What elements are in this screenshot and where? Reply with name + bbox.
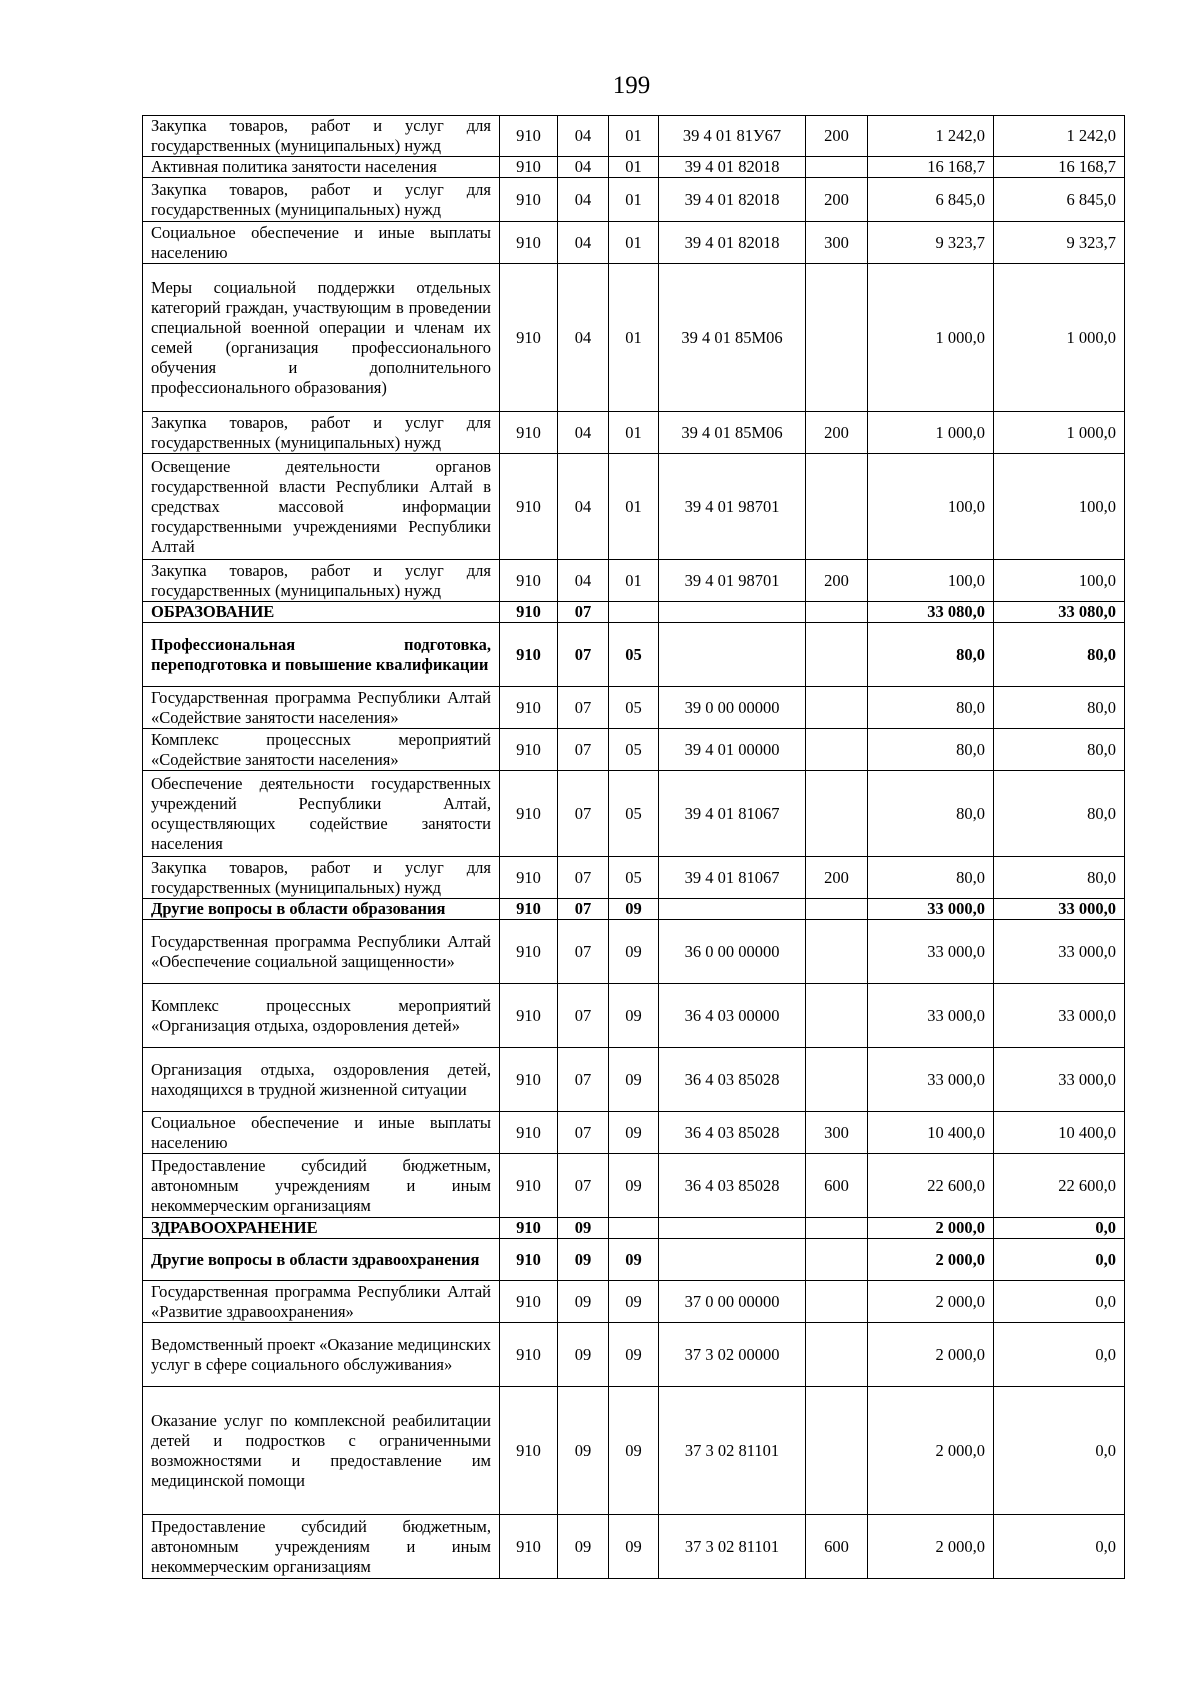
section-code-cell: 04 (558, 264, 609, 412)
table-row (143, 1323, 1125, 1387)
subsection-code-cell: 01 (609, 157, 659, 178)
subsection-code-cell: 05 (609, 623, 659, 687)
section-code-cell: 04 (558, 178, 609, 222)
table-row (143, 412, 1125, 454)
grbs-code-cell: 910 (500, 920, 558, 984)
section-code-cell: 07 (558, 687, 609, 729)
amount-year1-cell: 2 000,0 (868, 1323, 994, 1387)
row-name-cell: ЗДРАВООХРАНЕНИЕ (143, 1218, 500, 1239)
amount-year1-cell: 33 080,0 (868, 602, 994, 623)
section-code-cell: 07 (558, 729, 609, 771)
expense-type-cell (806, 1387, 868, 1515)
expense-type-cell: 200 (806, 116, 868, 157)
section-code-cell: 07 (558, 602, 609, 623)
section-code-cell: 07 (558, 1048, 609, 1112)
row-name-cell: Меры социальной поддержки отдельных категорий граждан, участвующим в проведении специальной военной операции и членам их семей (организация профессионального обучения и дополнительного профессионального образования) (143, 264, 500, 412)
subsection-code-cell: 01 (609, 454, 659, 560)
amount-year2-cell: 33 000,0 (994, 1048, 1125, 1112)
row-name-cell: Закупка товаров, работ и услуг для государственных (муниципальных) нужд (143, 412, 500, 454)
amount-year2-cell: 33 000,0 (994, 984, 1125, 1048)
amount-year2-cell: 1 000,0 (994, 412, 1125, 454)
row-name-cell: Комплекс процессных мероприятий «Организация отдыха, оздоровления детей» (143, 984, 500, 1048)
table-row (143, 222, 1125, 264)
section-code-cell: 04 (558, 412, 609, 454)
subsection-code-cell: 01 (609, 116, 659, 157)
target-article-cell: 37 0 00 00000 (659, 1281, 806, 1323)
table-row (143, 1281, 1125, 1323)
subsection-code-cell: 09 (609, 1387, 659, 1515)
target-article-cell: 39 4 01 81067 (659, 771, 806, 857)
budget-table (142, 115, 1125, 1579)
amount-year1-cell: 80,0 (868, 623, 994, 687)
expense-type-cell (806, 1048, 868, 1112)
grbs-code-cell: 910 (500, 1323, 558, 1387)
grbs-code-cell: 910 (500, 157, 558, 178)
expense-type-cell (806, 899, 868, 920)
subsection-code-cell: 09 (609, 1154, 659, 1218)
page-number: 199 (612, 72, 651, 99)
subsection-code-cell: 09 (609, 1281, 659, 1323)
row-name-cell: Другие вопросы в области здравоохранения (143, 1239, 500, 1281)
subsection-code-cell: 01 (609, 178, 659, 222)
target-article-cell (659, 623, 806, 687)
row-name-cell: Закупка товаров, работ и услуг для государственных (муниципальных) нужд (143, 178, 500, 222)
target-article-cell: 39 4 01 85М06 (659, 264, 806, 412)
grbs-code-cell: 910 (500, 264, 558, 412)
grbs-code-cell: 910 (500, 412, 558, 454)
table-row (143, 264, 1125, 412)
expense-type-cell (806, 920, 868, 984)
subsection-code-cell: 01 (609, 560, 659, 602)
subsection-code-cell: 09 (609, 1112, 659, 1154)
section-code-cell: 07 (558, 1154, 609, 1218)
target-article-cell: 39 4 01 98701 (659, 454, 806, 560)
table-row (143, 857, 1125, 899)
target-article-cell (659, 899, 806, 920)
row-name-cell: Предоставление субсидий бюджетным, автономным учреждениям и иным некоммерческим организациям (143, 1515, 500, 1579)
row-name-cell: Ведомственный проект «Оказание медицинских услуг в сфере социального обслуживания» (143, 1323, 500, 1387)
row-name-cell: Организация отдыха, оздоровления детей, находящихся в трудной жизненной ситуации (143, 1048, 500, 1112)
amount-year1-cell: 80,0 (868, 687, 994, 729)
table-row (143, 1112, 1125, 1154)
amount-year1-cell: 100,0 (868, 560, 994, 602)
amount-year2-cell: 22 600,0 (994, 1154, 1125, 1218)
subsection-code-cell (609, 1218, 659, 1239)
row-name-cell: Обеспечение деятельности государственных учреждений Республики Алтай, осуществляющих содействие занятости населения (143, 771, 500, 857)
amount-year1-cell: 33 000,0 (868, 984, 994, 1048)
amount-year1-cell: 10 400,0 (868, 1112, 994, 1154)
target-article-cell (659, 1218, 806, 1239)
subsection-code-cell: 05 (609, 729, 659, 771)
amount-year1-cell: 33 000,0 (868, 1048, 994, 1112)
subsection-code-cell: 05 (609, 771, 659, 857)
subsection-code-cell: 09 (609, 899, 659, 920)
subsection-code-cell: 09 (609, 1048, 659, 1112)
section-code-cell: 07 (558, 899, 609, 920)
grbs-code-cell: 910 (500, 729, 558, 771)
amount-year1-cell: 6 845,0 (868, 178, 994, 222)
section-code-cell: 04 (558, 222, 609, 264)
section-code-cell: 09 (558, 1515, 609, 1579)
target-article-cell: 36 4 03 85028 (659, 1154, 806, 1218)
subsection-code-cell (609, 602, 659, 623)
expense-type-cell: 300 (806, 222, 868, 264)
amount-year2-cell: 1 000,0 (994, 264, 1125, 412)
grbs-code-cell: 910 (500, 899, 558, 920)
amount-year2-cell: 16 168,7 (994, 157, 1125, 178)
grbs-code-cell: 910 (500, 1281, 558, 1323)
amount-year1-cell: 22 600,0 (868, 1154, 994, 1218)
amount-year1-cell: 100,0 (868, 454, 994, 560)
expense-type-cell (806, 454, 868, 560)
expense-type-cell: 200 (806, 560, 868, 602)
amount-year1-cell: 1 242,0 (868, 116, 994, 157)
section-code-cell: 09 (558, 1281, 609, 1323)
target-article-cell (659, 602, 806, 623)
table-row (143, 178, 1125, 222)
amount-year1-cell: 80,0 (868, 857, 994, 899)
section-code-cell: 09 (558, 1239, 609, 1281)
grbs-code-cell: 910 (500, 454, 558, 560)
grbs-code-cell: 910 (500, 1112, 558, 1154)
grbs-code-cell: 910 (500, 602, 558, 623)
subsection-code-cell: 09 (609, 1515, 659, 1579)
amount-year1-cell: 1 000,0 (868, 412, 994, 454)
row-name-cell: Государственная программа Республики Алтай «Обеспечение социальной защищенности» (143, 920, 500, 984)
target-article-cell: 36 4 03 85028 (659, 1112, 806, 1154)
expense-type-cell (806, 984, 868, 1048)
amount-year1-cell: 1 000,0 (868, 264, 994, 412)
amount-year2-cell: 100,0 (994, 560, 1125, 602)
section-code-cell: 09 (558, 1387, 609, 1515)
table-row (143, 920, 1125, 984)
amount-year1-cell: 2 000,0 (868, 1239, 994, 1281)
grbs-code-cell: 910 (500, 178, 558, 222)
row-name-cell: Оказание услуг по комплексной реабилитации детей и подростков с ограниченными возможностями и предоставление им медицинской помощи (143, 1387, 500, 1515)
section-code-cell: 04 (558, 116, 609, 157)
table-row (143, 1239, 1125, 1281)
expense-type-cell (806, 1281, 868, 1323)
subsection-code-cell: 05 (609, 857, 659, 899)
target-article-cell: 39 4 01 81067 (659, 857, 806, 899)
expense-type-cell: 200 (806, 857, 868, 899)
amount-year2-cell: 0,0 (994, 1281, 1125, 1323)
expense-type-cell (806, 1323, 868, 1387)
expense-type-cell (806, 1218, 868, 1239)
amount-year2-cell: 80,0 (994, 729, 1125, 771)
grbs-code-cell: 910 (500, 116, 558, 157)
amount-year2-cell: 33 080,0 (994, 602, 1125, 623)
target-article-cell (659, 1239, 806, 1281)
amount-year2-cell: 10 400,0 (994, 1112, 1125, 1154)
subsection-code-cell: 09 (609, 1323, 659, 1387)
target-article-cell: 37 3 02 81101 (659, 1515, 806, 1579)
amount-year2-cell: 1 242,0 (994, 116, 1125, 157)
section-code-cell: 04 (558, 157, 609, 178)
table-row (143, 1048, 1125, 1112)
amount-year1-cell: 2 000,0 (868, 1281, 994, 1323)
target-article-cell: 39 4 01 00000 (659, 729, 806, 771)
section-code-cell: 04 (558, 560, 609, 602)
target-article-cell: 36 0 00 00000 (659, 920, 806, 984)
amount-year2-cell: 0,0 (994, 1387, 1125, 1515)
expense-type-cell (806, 623, 868, 687)
section-code-cell: 07 (558, 623, 609, 687)
amount-year1-cell: 2 000,0 (868, 1218, 994, 1239)
amount-year2-cell: 80,0 (994, 687, 1125, 729)
amount-year2-cell: 6 845,0 (994, 178, 1125, 222)
expense-type-cell (806, 602, 868, 623)
row-name-cell: ОБРАЗОВАНИЕ (143, 602, 500, 623)
grbs-code-cell: 910 (500, 984, 558, 1048)
amount-year1-cell: 33 000,0 (868, 920, 994, 984)
target-article-cell: 39 4 01 82018 (659, 222, 806, 264)
subsection-code-cell: 01 (609, 264, 659, 412)
amount-year1-cell: 80,0 (868, 729, 994, 771)
section-code-cell: 09 (558, 1323, 609, 1387)
grbs-code-cell: 910 (500, 560, 558, 602)
row-name-cell: Закупка товаров, работ и услуг для государственных (муниципальных) нужд (143, 857, 500, 899)
table-row (143, 984, 1125, 1048)
expense-type-cell: 200 (806, 412, 868, 454)
budget-table-body (143, 116, 1125, 1579)
subsection-code-cell: 01 (609, 222, 659, 264)
target-article-cell: 36 4 03 85028 (659, 1048, 806, 1112)
section-code-cell: 04 (558, 454, 609, 560)
grbs-code-cell: 910 (500, 1218, 558, 1239)
target-article-cell: 39 4 01 82018 (659, 178, 806, 222)
section-code-cell: 07 (558, 984, 609, 1048)
expense-type-cell (806, 729, 868, 771)
table-row (143, 899, 1125, 920)
grbs-code-cell: 910 (500, 1239, 558, 1281)
grbs-code-cell: 910 (500, 1515, 558, 1579)
table-row (143, 1218, 1125, 1239)
expense-type-cell: 200 (806, 178, 868, 222)
grbs-code-cell: 910 (500, 771, 558, 857)
row-name-cell: Государственная программа Республики Алтай «Содействие занятости населения» (143, 687, 500, 729)
expense-type-cell: 600 (806, 1154, 868, 1218)
table-row (143, 729, 1125, 771)
table-row (143, 1515, 1125, 1579)
table-row (143, 771, 1125, 857)
amount-year1-cell: 9 323,7 (868, 222, 994, 264)
amount-year2-cell: 33 000,0 (994, 899, 1125, 920)
target-article-cell: 36 4 03 00000 (659, 984, 806, 1048)
section-code-cell: 07 (558, 857, 609, 899)
subsection-code-cell: 05 (609, 687, 659, 729)
table-row (143, 157, 1125, 178)
amount-year2-cell: 9 323,7 (994, 222, 1125, 264)
subsection-code-cell: 09 (609, 920, 659, 984)
grbs-code-cell: 910 (500, 857, 558, 899)
amount-year1-cell: 16 168,7 (868, 157, 994, 178)
grbs-code-cell: 910 (500, 1048, 558, 1112)
amount-year2-cell: 80,0 (994, 857, 1125, 899)
amount-year2-cell: 100,0 (994, 454, 1125, 560)
target-article-cell: 37 3 02 81101 (659, 1387, 806, 1515)
section-code-cell: 09 (558, 1218, 609, 1239)
amount-year1-cell: 33 000,0 (868, 899, 994, 920)
amount-year2-cell: 0,0 (994, 1323, 1125, 1387)
expense-type-cell: 600 (806, 1515, 868, 1579)
target-article-cell: 39 4 01 82018 (659, 157, 806, 178)
amount-year1-cell: 2 000,0 (868, 1387, 994, 1515)
section-code-cell: 07 (558, 1112, 609, 1154)
subsection-code-cell: 01 (609, 412, 659, 454)
amount-year2-cell: 0,0 (994, 1218, 1125, 1239)
amount-year1-cell: 80,0 (868, 771, 994, 857)
row-name-cell: Освещение деятельности органов государственной власти Республики Алтай в средствах массовой информации государственными учреждениями Республики Алтай (143, 454, 500, 560)
grbs-code-cell: 910 (500, 1154, 558, 1218)
row-name-cell: Активная политика занятости населения (143, 157, 500, 178)
row-name-cell: Социальное обеспечение и иные выплаты населению (143, 222, 500, 264)
row-name-cell: Комплекс процессных мероприятий «Содействие занятости населения» (143, 729, 500, 771)
table-row (143, 687, 1125, 729)
table-row (143, 454, 1125, 560)
row-name-cell: Предоставление субсидий бюджетным, автономным учреждениям и иным некоммерческим организациям (143, 1154, 500, 1218)
grbs-code-cell: 910 (500, 222, 558, 264)
row-name-cell: Государственная программа Республики Алтай «Развитие здравоохранения» (143, 1281, 500, 1323)
row-name-cell: Закупка товаров, работ и услуг для государственных (муниципальных) нужд (143, 116, 500, 157)
expense-type-cell (806, 264, 868, 412)
table-row (143, 602, 1125, 623)
target-article-cell: 39 0 00 00000 (659, 687, 806, 729)
grbs-code-cell: 910 (500, 1387, 558, 1515)
subsection-code-cell: 09 (609, 984, 659, 1048)
table-row (143, 1154, 1125, 1218)
row-name-cell: Профессиональная подготовка, переподготовка и повышение квалификации (143, 623, 500, 687)
expense-type-cell (806, 1239, 868, 1281)
grbs-code-cell: 910 (500, 623, 558, 687)
amount-year2-cell: 0,0 (994, 1239, 1125, 1281)
amount-year2-cell: 80,0 (994, 623, 1125, 687)
table-row (143, 116, 1125, 157)
amount-year2-cell: 0,0 (994, 1515, 1125, 1579)
grbs-code-cell: 910 (500, 687, 558, 729)
target-article-cell: 39 4 01 81У67 (659, 116, 806, 157)
amount-year2-cell: 80,0 (994, 771, 1125, 857)
row-name-cell: Закупка товаров, работ и услуг для государственных (муниципальных) нужд (143, 560, 500, 602)
target-article-cell: 39 4 01 98701 (659, 560, 806, 602)
table-row (143, 560, 1125, 602)
section-code-cell: 07 (558, 920, 609, 984)
expense-type-cell: 300 (806, 1112, 868, 1154)
row-name-cell: Другие вопросы в области образования (143, 899, 500, 920)
amount-year2-cell: 33 000,0 (994, 920, 1125, 984)
amount-year1-cell: 2 000,0 (868, 1515, 994, 1579)
expense-type-cell (806, 157, 868, 178)
target-article-cell: 39 4 01 85М06 (659, 412, 806, 454)
target-article-cell: 37 3 02 00000 (659, 1323, 806, 1387)
expense-type-cell (806, 771, 868, 857)
section-code-cell: 07 (558, 771, 609, 857)
table-row (143, 1387, 1125, 1515)
row-name-cell: Социальное обеспечение и иные выплаты населению (143, 1112, 500, 1154)
subsection-code-cell: 09 (609, 1239, 659, 1281)
expense-type-cell (806, 687, 868, 729)
table-row (143, 623, 1125, 687)
